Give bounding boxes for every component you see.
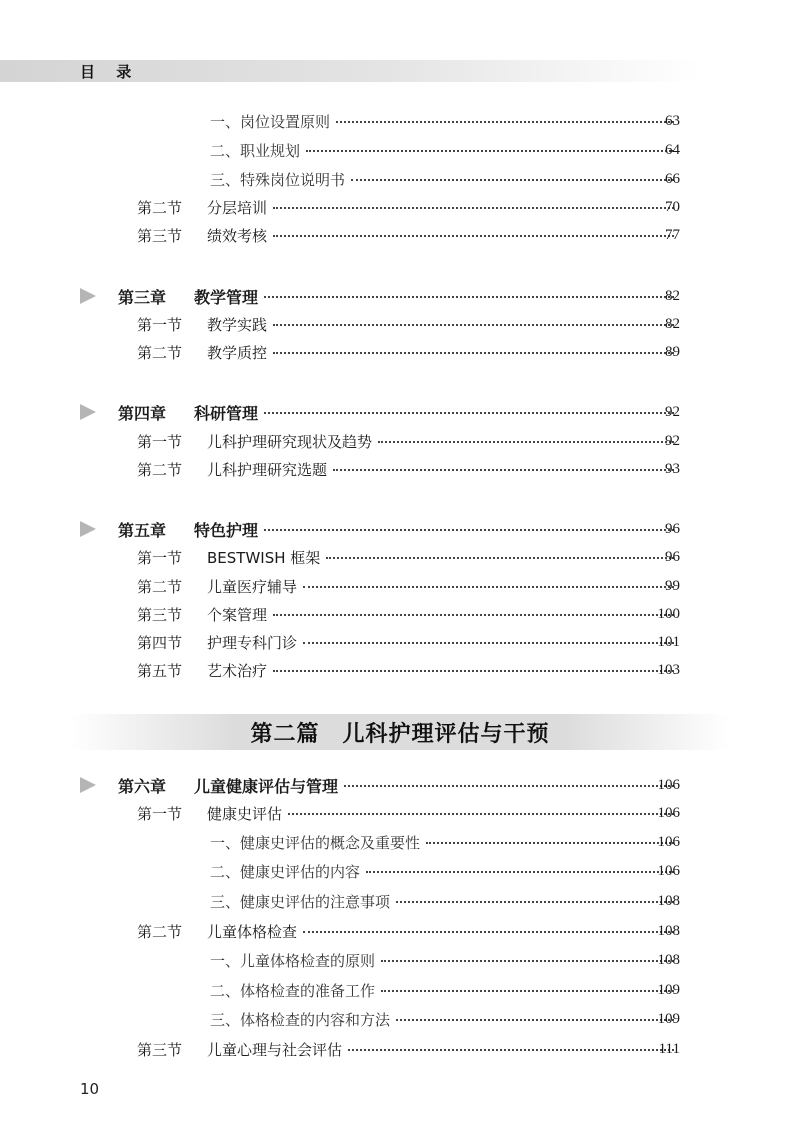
toc-section-row[interactable]: [0, 428, 800, 454]
toc-leader: [210, 861, 680, 882]
dot-leader: [264, 296, 674, 298]
chapter-marker-icon: [80, 777, 96, 793]
entry-title: 儿科护理研究现状及趋势: [207, 432, 373, 451]
dot-leader: [303, 931, 674, 933]
entry-page-number: 100: [657, 605, 680, 622]
chapter-number: 第三章: [118, 287, 167, 307]
entry-page-number: 106: [657, 804, 680, 821]
toc-chapter-row[interactable]: [0, 772, 800, 798]
toc-section-row[interactable]: [0, 456, 800, 482]
toc-leader: [207, 576, 680, 597]
entry-page-number: 89: [665, 343, 680, 360]
toc-section-row[interactable]: [0, 800, 800, 826]
entry-title: 三、特殊岗位说明书: [210, 170, 346, 189]
dot-leader: [273, 352, 674, 354]
dot-leader: [303, 642, 674, 644]
section-number: 第一节: [137, 804, 183, 823]
toc-leader: [210, 891, 680, 912]
toc-section-row[interactable]: [0, 544, 800, 570]
toc-leader: [207, 342, 680, 363]
section-number: 第二节: [137, 922, 183, 941]
toc-leader: [207, 604, 680, 625]
entry-title: 科研管理: [194, 403, 259, 423]
section-number: 第一节: [137, 548, 183, 567]
entry-title: 一、岗位设置原则: [210, 112, 331, 131]
entry-page-number: 99: [665, 577, 680, 594]
toc-leader: [207, 660, 680, 681]
toc-leader: [210, 140, 680, 161]
toc-subsection-row[interactable]: [0, 166, 800, 192]
toc-chapter-row[interactable]: [0, 283, 800, 309]
toc-section-row[interactable]: [0, 573, 800, 599]
entry-title: 护理专科门诊: [207, 633, 298, 652]
toc-leader: [194, 518, 680, 541]
entry-page-number: 108: [657, 951, 680, 968]
toc-section-row[interactable]: [0, 918, 800, 944]
dot-leader: [336, 121, 674, 123]
dot-leader: [273, 324, 674, 326]
dot-leader: [396, 1019, 674, 1021]
dot-leader: [351, 179, 674, 181]
chapter-marker-icon: [80, 521, 96, 537]
toc-leader: [210, 950, 680, 971]
section-number: 第二节: [137, 343, 183, 362]
toc-leader: [207, 225, 680, 246]
entry-title: 二、职业规划: [210, 141, 301, 160]
entry-title: 三、体格检查的内容和方法: [210, 1010, 391, 1029]
toc-subsection-row[interactable]: [0, 108, 800, 134]
toc-leader: [207, 431, 680, 452]
dot-leader: [381, 990, 674, 992]
entry-title: 儿科护理研究选题: [207, 460, 328, 479]
entry-title: 一、健康史评估的概念及重要性: [210, 833, 421, 852]
toc-chapter-row[interactable]: [0, 516, 800, 542]
entry-title: 绩效考核: [207, 226, 268, 245]
toc-section-row[interactable]: [0, 657, 800, 683]
toc-leader: [207, 314, 680, 335]
entry-page-number: 103: [657, 661, 680, 678]
chapter-marker-icon: [80, 288, 96, 304]
dot-leader: [264, 412, 674, 414]
entry-page-number: 82: [665, 287, 680, 304]
entry-page-number: 92: [665, 432, 680, 449]
entry-title: 二、体格检查的准备工作: [210, 981, 376, 1000]
entry-page-number: 96: [665, 520, 680, 537]
toc-leader: [194, 401, 680, 424]
dot-leader: [273, 670, 674, 672]
entry-title: 教学实践: [207, 315, 268, 334]
toc-subsection-row[interactable]: [0, 858, 800, 884]
entry-page-number: 106: [657, 862, 680, 879]
entry-title: 特色护理: [194, 520, 259, 540]
dot-leader: [326, 557, 674, 559]
toc-leader: [207, 547, 680, 568]
section-number: 第五节: [137, 661, 183, 680]
entry-title: 儿童心理与社会评估: [207, 1040, 343, 1059]
toc-leader: [207, 803, 680, 824]
entry-title: 儿童体格检查: [207, 922, 298, 941]
section-number: 第三节: [137, 605, 183, 624]
dot-leader: [264, 529, 674, 531]
dot-leader: [366, 871, 674, 873]
section-number: 第四节: [137, 633, 183, 652]
toc-subsection-row[interactable]: [0, 829, 800, 855]
toc-section-row[interactable]: [0, 194, 800, 220]
toc-leader: [194, 285, 680, 308]
section-number: 第三节: [137, 226, 183, 245]
entry-page-number: 101: [657, 633, 680, 650]
toc-leader: [207, 459, 680, 480]
dot-leader: [333, 469, 674, 471]
entry-page-number: 96: [665, 548, 680, 565]
toc-chapter-row[interactable]: [0, 399, 800, 425]
entry-title: 教学管理: [194, 287, 259, 307]
toc-leader: [207, 921, 680, 942]
entry-page-number: 111: [658, 1040, 680, 1057]
entry-page-number: 82: [665, 315, 680, 332]
toc-section-row[interactable]: [0, 339, 800, 365]
entry-page-number: 108: [657, 892, 680, 909]
entry-title: 三、健康史评估的注意事项: [210, 892, 391, 911]
section-number: 第一节: [137, 315, 183, 334]
dot-leader: [426, 842, 674, 844]
dot-leader: [348, 1049, 674, 1051]
toc-section-row[interactable]: [0, 601, 800, 627]
dot-leader: [273, 207, 674, 209]
toc-header: 目 录: [80, 63, 140, 81]
entry-title: BESTWISH 框架: [207, 548, 321, 567]
entry-title: 儿童医疗辅导: [207, 577, 298, 596]
chapter-marker-icon: [80, 404, 96, 420]
toc-leader: [210, 1009, 680, 1030]
toc-section-row[interactable]: [0, 311, 800, 337]
entry-title: 教学质控: [207, 343, 268, 362]
section-number: 第二节: [137, 198, 183, 217]
dot-leader: [378, 441, 674, 443]
toc-leader: [207, 632, 680, 653]
toc-subsection-row[interactable]: [0, 977, 800, 1003]
toc-subsection-row[interactable]: [0, 137, 800, 163]
entry-page-number: 106: [657, 833, 680, 850]
entry-title: 一、儿童体格检查的原则: [210, 951, 376, 970]
dot-leader: [306, 150, 674, 152]
entry-title: 二、健康史评估的内容: [210, 862, 361, 881]
entry-page-number: 64: [665, 141, 680, 158]
dot-leader: [273, 614, 674, 616]
dot-leader: [288, 813, 674, 815]
toc-section-row[interactable]: [0, 1036, 800, 1062]
toc-leader: [210, 980, 680, 1001]
entry-page-number: 108: [657, 922, 680, 939]
chapter-number: 第五章: [118, 520, 167, 540]
dot-leader: [344, 785, 674, 787]
dot-leader: [273, 235, 674, 237]
dot-leader: [303, 586, 674, 588]
section-number: 第三节: [137, 1040, 183, 1059]
toc-section-row[interactable]: [0, 629, 800, 655]
toc-subsection-row[interactable]: [0, 1006, 800, 1032]
entry-title: 个案管理: [207, 605, 268, 624]
section-number: 第二节: [137, 460, 183, 479]
entry-title: 艺术治疗: [207, 661, 268, 680]
entry-page-number: 66: [665, 170, 680, 187]
entry-page-number: 93: [665, 460, 680, 477]
toc-section-row[interactable]: [0, 222, 800, 248]
toc-leader: [207, 1039, 680, 1060]
entry-title: 儿童健康评估与管理: [194, 776, 339, 796]
entry-page-number: 106: [657, 776, 680, 793]
entry-title: 分层培训: [207, 198, 268, 217]
entry-page-number: 70: [665, 198, 680, 215]
entry-page-number: 63: [665, 112, 680, 129]
entry-page-number: 109: [657, 1010, 680, 1027]
toc-leader: [210, 169, 680, 190]
part-title: 第二篇 儿科护理评估与干预: [250, 722, 550, 747]
dot-leader: [381, 960, 674, 962]
toc-leader: [210, 111, 680, 132]
entry-page-number: 109: [657, 981, 680, 998]
toc-subsection-row[interactable]: [0, 888, 800, 914]
dot-leader: [396, 901, 674, 903]
entry-title: 健康史评估: [207, 804, 283, 823]
toc-leader: [210, 832, 680, 853]
toc-leader: [194, 774, 680, 797]
section-number: 第一节: [137, 432, 183, 451]
toc-leader: [207, 197, 680, 218]
page-number: 10: [80, 1080, 100, 1098]
section-number: 第二节: [137, 577, 183, 596]
chapter-number: 第六章: [118, 776, 167, 796]
toc-subsection-row[interactable]: [0, 947, 800, 973]
chapter-number: 第四章: [118, 403, 167, 423]
entry-page-number: 77: [665, 226, 680, 243]
entry-page-number: 92: [665, 403, 680, 420]
